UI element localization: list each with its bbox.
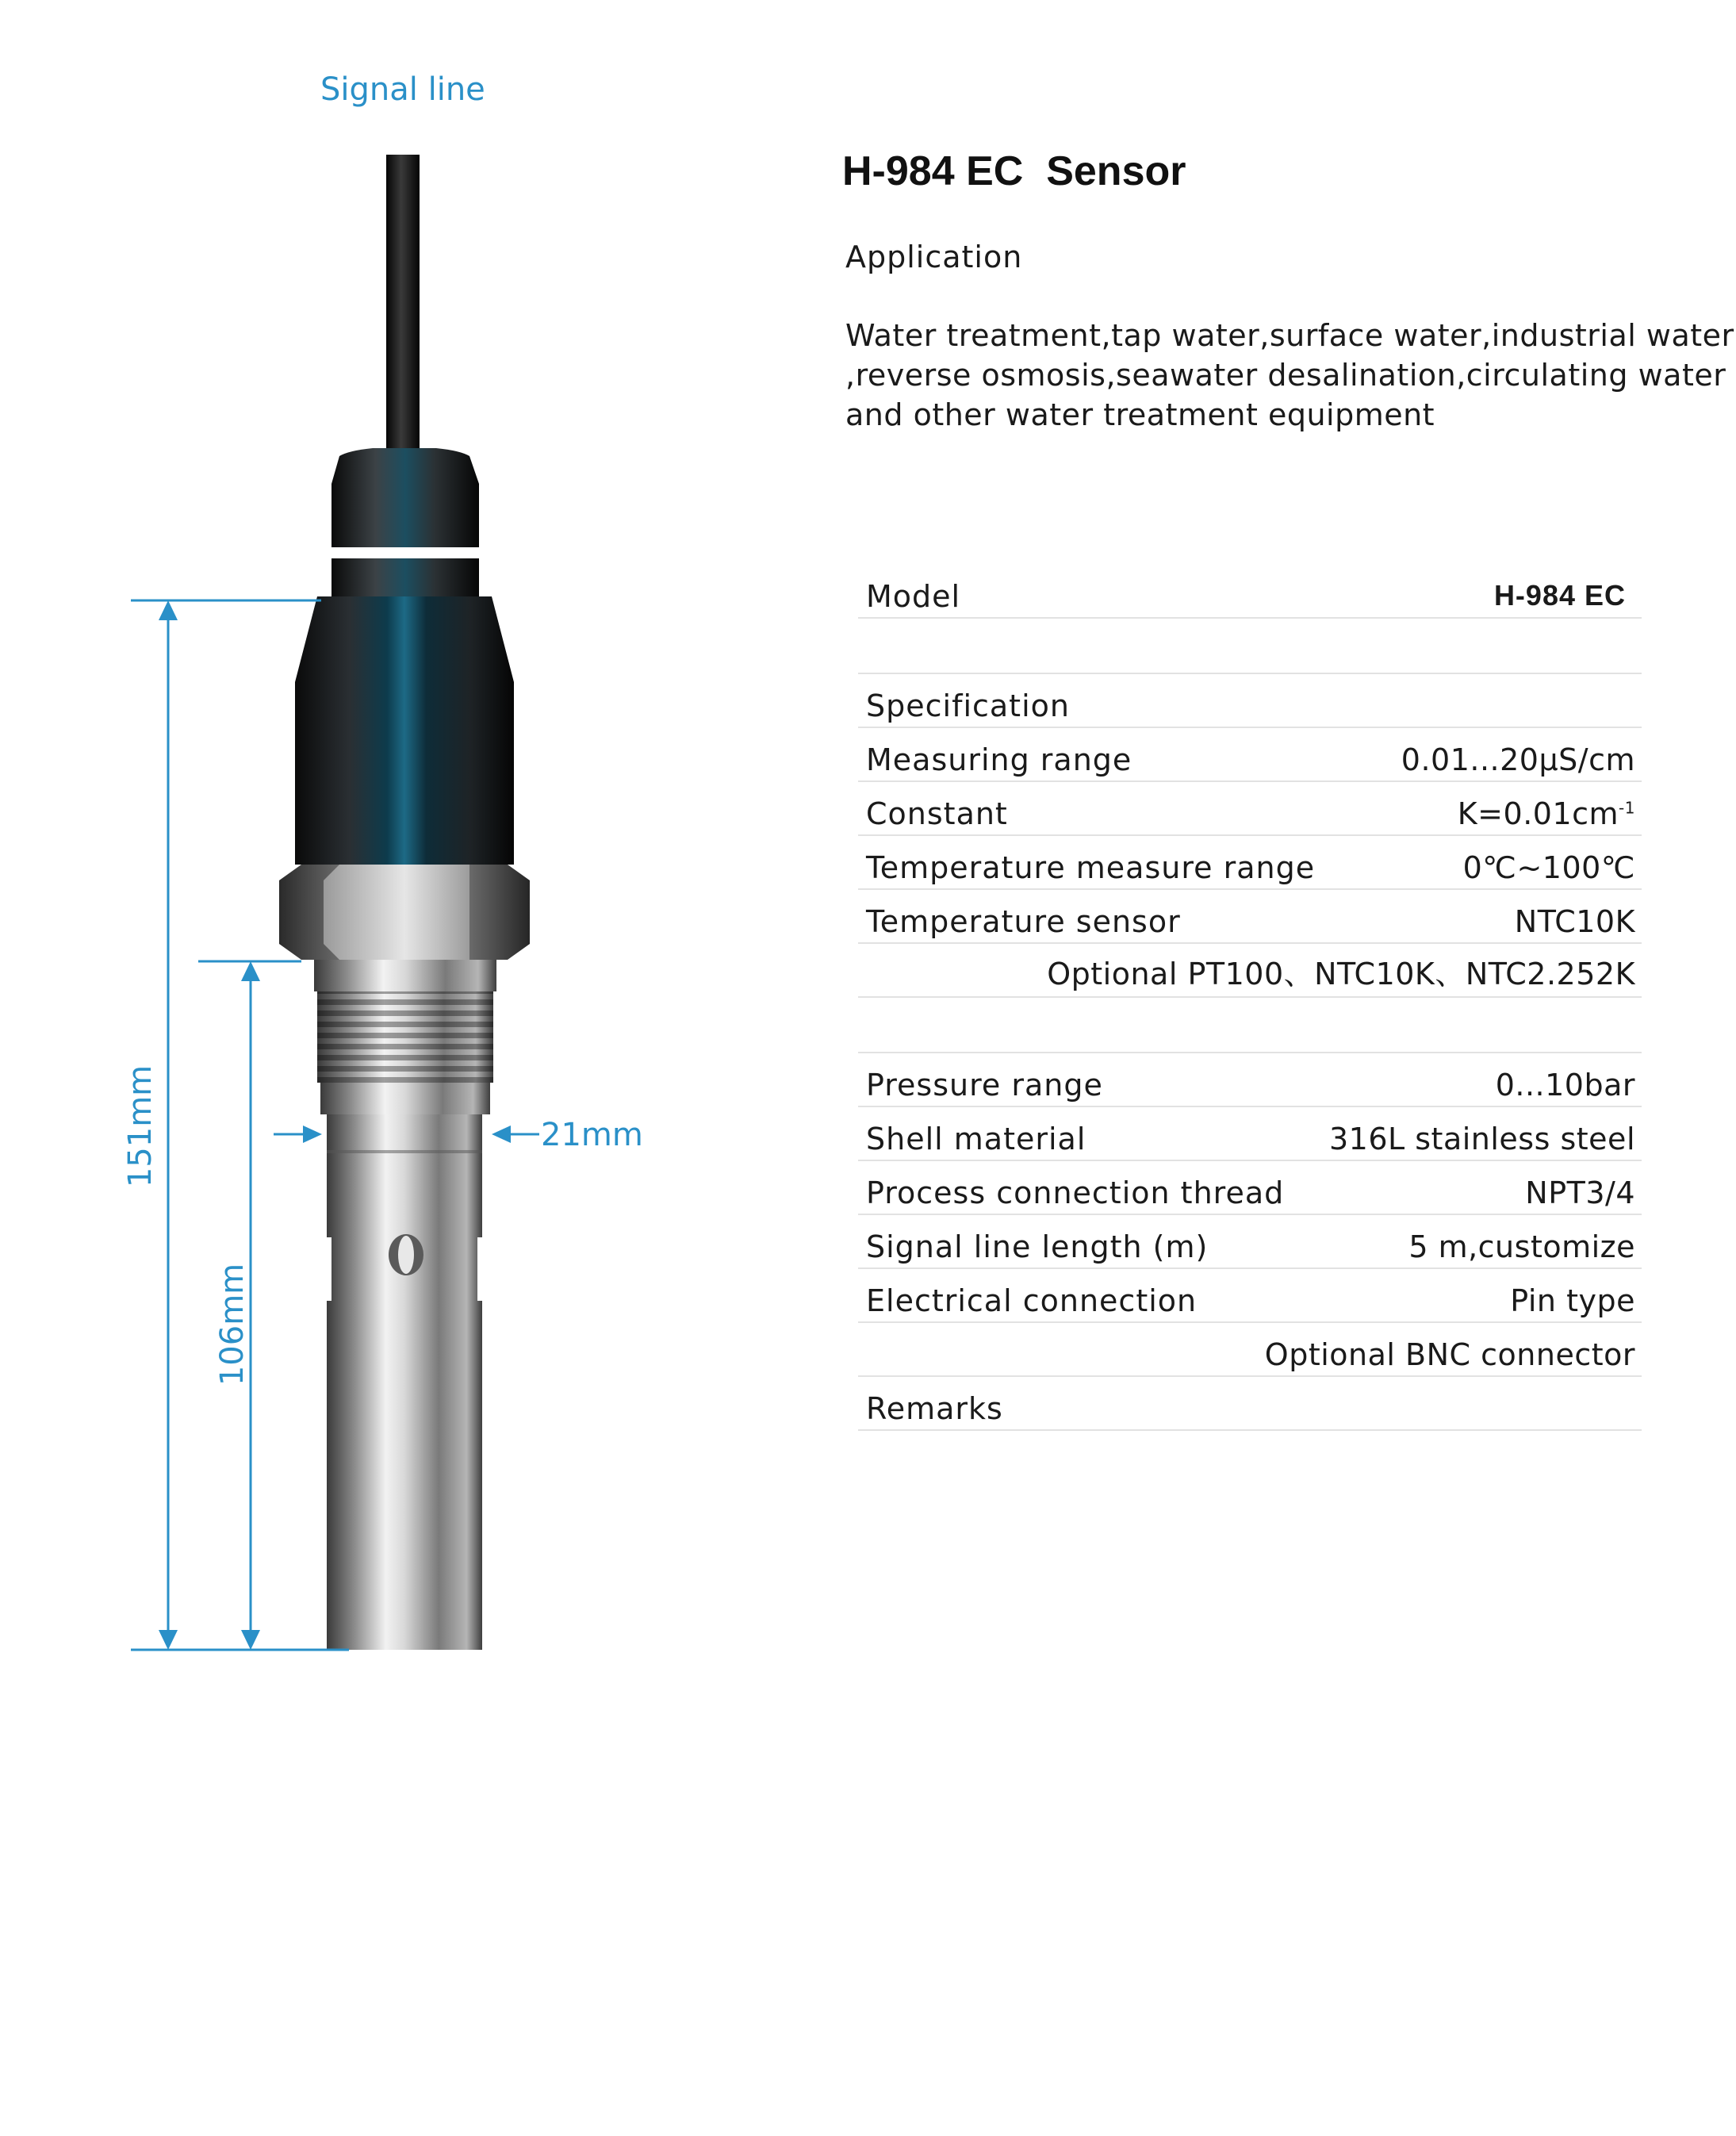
spec-value: H-984 EC xyxy=(1493,579,1626,612)
spec-row-thread xyxy=(858,1161,1642,1215)
spec-value: Pin type xyxy=(1510,1283,1635,1318)
spec-label: Signal line length (m) xyxy=(866,1229,1209,1264)
application-line: and other water treatment equipment xyxy=(845,397,1435,432)
spec-row-electrical xyxy=(858,1269,1642,1323)
probe-tube xyxy=(327,1114,482,1650)
spec-value: 316L stainless steel xyxy=(1328,1122,1635,1156)
signal-cable xyxy=(386,155,420,456)
spec-label: Pressure range xyxy=(866,1068,1103,1103)
application-line: ,reverse osmosis,seawater desalination,circulating water xyxy=(845,358,1726,393)
spec-label: Remarks xyxy=(866,1391,1003,1426)
spec-value: Optional PT100、NTC10K、NTC2.252K xyxy=(1047,957,1635,991)
application-line: Water treatment,tap water,surface water,industrial water xyxy=(845,318,1734,353)
spec-row-shell-material xyxy=(858,1107,1642,1161)
dimension-106mm-label: 106mm xyxy=(214,1263,251,1386)
spec-label: Measuring range xyxy=(866,742,1132,777)
application-text xyxy=(845,316,1734,435)
spec-value: Optional BNC connector xyxy=(1264,1337,1635,1372)
cable-gland-cap xyxy=(331,448,479,551)
product-title: H-984 EC Sensor xyxy=(842,148,1186,194)
dimension-151mm-label: 151mm xyxy=(122,1064,159,1188)
constant-base: K=0.01cm xyxy=(1457,796,1619,831)
spec-label: Specification xyxy=(866,688,1070,723)
spec-label: Model xyxy=(866,579,961,614)
spec-row-constant xyxy=(858,782,1642,836)
spec-row-temperature-sensor xyxy=(858,890,1642,944)
spec-label: Constant xyxy=(866,796,1008,831)
application-heading: Application xyxy=(845,240,1023,274)
spec-value: 0.01...20μS/cm xyxy=(1401,742,1635,777)
dimension-21mm-label: 21mm xyxy=(541,1117,643,1153)
spec-row-electrical-optional xyxy=(858,1323,1642,1377)
spec-row-remarks xyxy=(858,1377,1642,1431)
spec-row-temperature-range xyxy=(858,836,1642,890)
spec-value: 0...10bar xyxy=(1495,1068,1635,1103)
spec-label: Temperature measure range xyxy=(866,850,1316,885)
spec-row-temperature-optional xyxy=(858,944,1642,998)
spec-value: 0℃~100℃ xyxy=(1462,850,1635,885)
constant-exponent: -1 xyxy=(1619,798,1635,818)
spec-row-signal-length xyxy=(858,1215,1642,1269)
hex-nut-right-face xyxy=(469,865,530,960)
spec-label: Electrical connection xyxy=(866,1283,1198,1318)
black-housing xyxy=(295,596,514,865)
spec-row-blank xyxy=(858,619,1642,674)
hex-nut-front-face xyxy=(324,865,485,960)
signal-line-label: Signal line xyxy=(320,71,485,108)
spec-value: NPT3/4 xyxy=(1525,1175,1635,1210)
spec-label: Temperature sensor xyxy=(866,904,1181,939)
spec-label: Process connection thread xyxy=(866,1175,1285,1210)
spec-value: NTC10K xyxy=(1514,904,1635,939)
spec-label: Shell material xyxy=(866,1122,1086,1156)
sensor-diagram xyxy=(0,0,793,2136)
spec-table xyxy=(858,565,1642,1431)
spec-row-specification xyxy=(858,674,1642,728)
spec-row-measuring-range xyxy=(858,728,1642,782)
spec-row-blank xyxy=(858,998,1642,1053)
spec-value xyxy=(1458,796,1635,831)
spec-row-pressure xyxy=(858,1053,1642,1107)
spec-row-model xyxy=(858,565,1642,619)
steel-neck xyxy=(314,960,496,991)
spec-value: 5 m,customize xyxy=(1408,1229,1635,1264)
